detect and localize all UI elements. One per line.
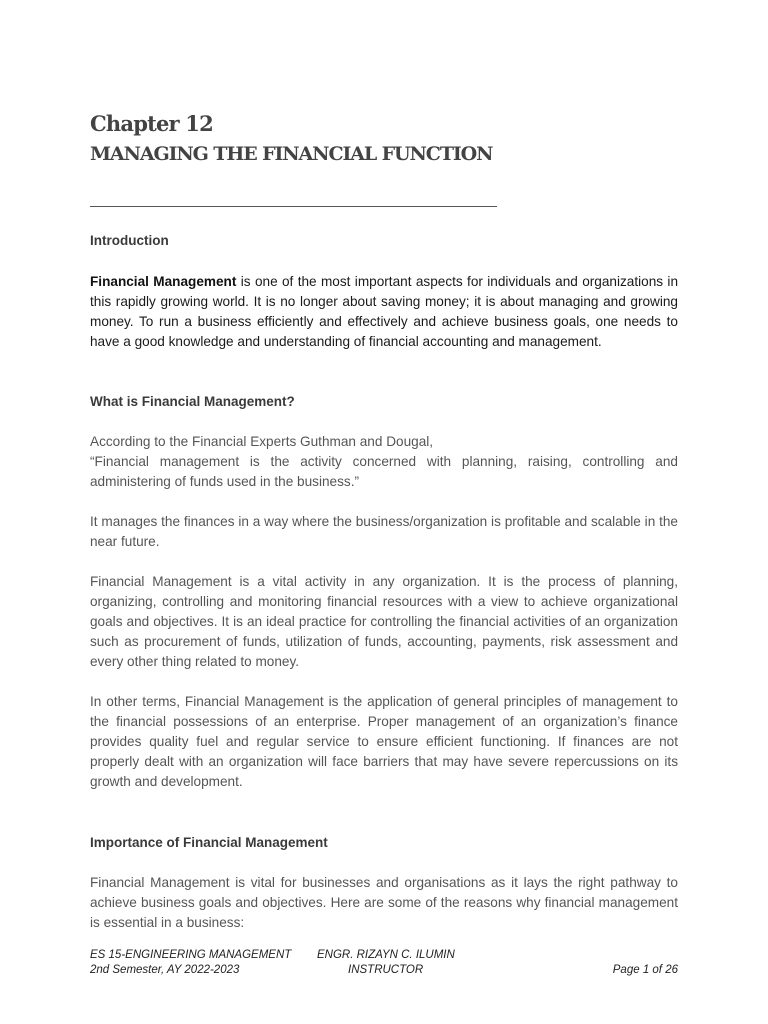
footer-course: ES 15-ENGINEERING MANAGEMENT	[90, 949, 292, 961]
vital-activity-paragraph: Financial Management is a vital activity in any organization. It is the process of planning, organizing, controlling and monitoring financial resources with a view to achieve organizational goals and objectives. It is an ideal practice for controlling the financial activities of an organization such as procurement of funds, utilization of funds, accounting, payments, risk assessment and every other thing related to money.	[90, 574, 678, 669]
other-terms-paragraph: In other terms, Financial Management is the application of general principles of management to the financial possessions of an enterprise. Proper management of an organization’s finance provides quality fuel and regular service to ensure efficient functioning. If finances are not properly dealt with an organization will face barriers that may have severe repercussions on its growth and development.	[90, 694, 678, 789]
quote-intro: According to the Financial Experts Guthman and Dougal,	[90, 434, 434, 449]
importance-paragraph: Financial Management is vital for businesses and organisations as it lays the right pathway to achieve business goals and objectives. Here are some of the reasons why financial management is essential in a business:	[90, 875, 678, 930]
what-is-heading: What is Financial Management?	[90, 394, 295, 409]
introduction-paragraph-text: is one of the most important aspects for individuals and organizations in this rapidly growing world. It is no longer about saving money; it is about managing and growing money. To run a business efficiently and effectively and achieve business goals, one needs to have a good knowledge and understanding of financial accounting and management.	[90, 274, 678, 349]
scalability-paragraph: It manages the finances in a way where the business/organization is profitable and scalable in the near future.	[90, 514, 678, 549]
definition-quote: “Financial management is the activity concerned with planning, raising, controlling and administering of funds used in the business.”	[90, 454, 678, 489]
title-divider	[90, 206, 497, 207]
footer-instructor-role: INSTRUCTOR	[348, 964, 424, 976]
chapter-title: MANAGING THE FINANCIAL FUNCTION	[90, 143, 493, 165]
introduction-paragraph	[90, 272, 678, 352]
chapter-number: Chapter 12	[90, 111, 213, 136]
financial-management-term: Financial Management	[90, 274, 237, 289]
definition-paragraph	[90, 432, 678, 492]
footer-instructor-name: ENGR. RIZAYN C. ILUMIN	[317, 949, 455, 961]
footer-semester: 2nd Semester, AY 2022-2023	[90, 964, 240, 976]
introduction-heading: Introduction	[90, 233, 169, 248]
importance-heading: Importance of Financial Management	[90, 835, 328, 850]
page-number: Page 1 of 26	[612, 964, 678, 976]
